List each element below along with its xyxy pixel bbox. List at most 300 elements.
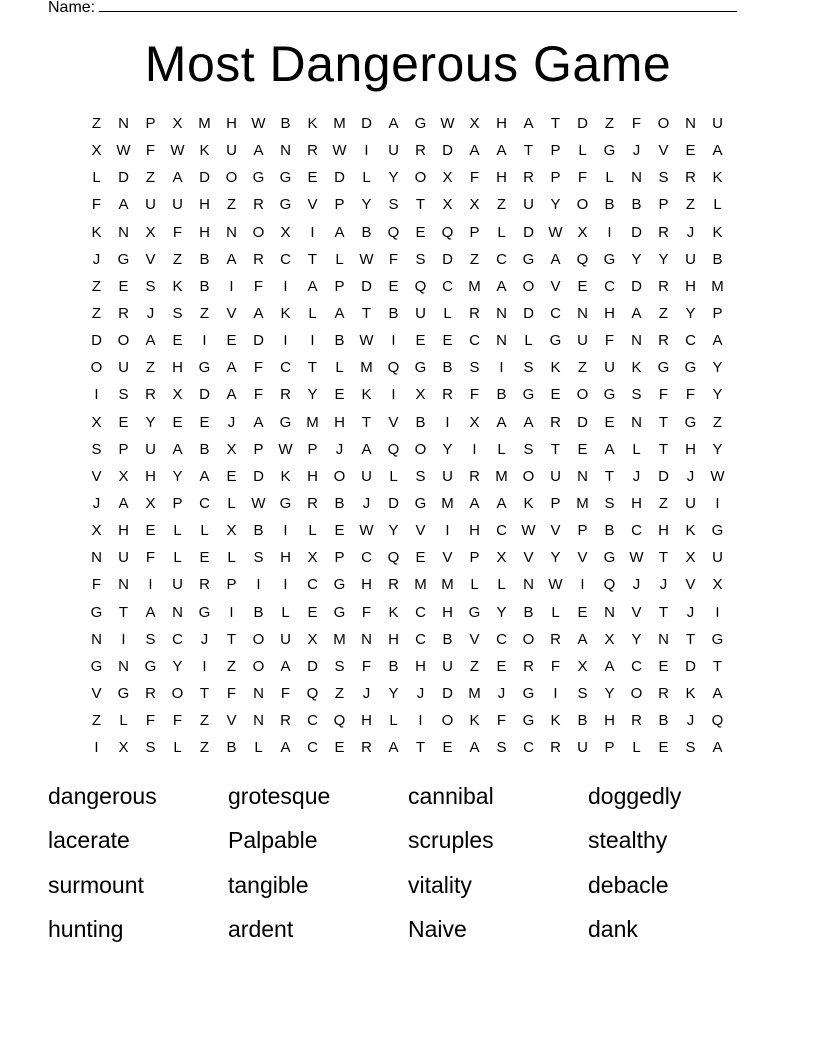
grid-letter[interactable]: R [469,304,480,322]
grid-letter[interactable]: D [91,332,102,350]
grid-letter[interactable]: O [630,684,643,702]
grid-letter[interactable]: M [468,684,481,702]
grid-letter[interactable]: T [199,684,210,702]
grid-letter[interactable]: C [172,630,183,648]
grid-letter[interactable]: K [550,712,561,730]
grid-letter[interactable]: M [441,494,454,512]
grid-letter[interactable]: G [279,494,292,512]
grid-letter[interactable]: G [414,494,427,512]
grid-letter[interactable]: Z [712,413,723,431]
grid-letter[interactable]: Y [388,522,399,540]
grid-letter[interactable]: L [389,712,398,730]
grid-letter[interactable]: S [469,359,480,377]
grid-letter[interactable]: E [334,739,345,757]
grid-letter[interactable]: A [550,250,561,268]
grid-letter[interactable]: Q [387,440,400,458]
grid-letter[interactable]: V [91,467,102,485]
grid-letter[interactable]: M [198,115,211,132]
grid-letter[interactable]: Y [388,169,399,187]
grid-letter[interactable]: W [251,115,266,132]
grid-letter[interactable]: Z [199,739,210,757]
grid-letter[interactable]: O [576,386,589,404]
grid-letter[interactable]: Z [658,304,669,322]
grid-letter[interactable]: Z [91,712,102,730]
grid-letter[interactable]: N [118,576,129,594]
grid-letter[interactable]: L [497,576,506,594]
grid-letter[interactable]: L [335,250,344,268]
grid-letter[interactable]: V [226,712,237,730]
grid-letter[interactable]: C [550,304,561,322]
grid-letter[interactable]: Z [91,304,102,322]
grid-letter[interactable]: S [523,440,534,458]
grid-letter[interactable]: A [496,413,507,431]
grid-letter[interactable]: C [442,277,453,295]
grid-letter[interactable]: T [658,549,669,567]
grid-letter[interactable]: X [226,522,237,540]
grid-letter[interactable]: T [226,630,237,648]
grid-letter[interactable]: K [388,603,399,621]
grid-letter[interactable]: O [522,630,535,648]
grid-letter[interactable]: Y [550,549,561,567]
grid-letter[interactable]: I [94,386,99,404]
grid-letter[interactable]: B [199,277,210,295]
grid-letter[interactable]: U [145,196,156,214]
grid-letter[interactable]: D [199,169,210,187]
grid-letter[interactable]: I [94,739,99,757]
grid-letter[interactable]: K [469,712,480,730]
grid-letter[interactable]: N [361,630,372,648]
grid-letter[interactable]: T [604,467,615,485]
grid-letter[interactable]: I [229,603,234,621]
grid-letter[interactable]: F [658,386,669,404]
grid-letter[interactable]: H [496,115,507,132]
grid-letter[interactable]: T [685,630,696,648]
grid-letter[interactable]: I [229,277,234,295]
grid-letter[interactable]: M [711,277,724,295]
grid-letter[interactable]: G [90,603,103,621]
grid-letter[interactable]: E [577,440,588,458]
grid-letter[interactable]: C [631,657,642,675]
grid-letter[interactable]: R [388,576,399,594]
grid-letter[interactable]: H [172,359,183,377]
grid-letter[interactable]: B [253,603,264,621]
grid-letter[interactable]: X [577,223,588,241]
grid-letter[interactable]: L [173,739,182,757]
grid-letter[interactable]: G [711,522,724,540]
grid-letter[interactable]: U [685,250,696,268]
grid-letter[interactable]: R [658,332,669,350]
grid-letter[interactable]: G [603,142,616,160]
grid-letter[interactable]: S [118,386,129,404]
grid-letter[interactable]: I [148,576,153,594]
grid-letter[interactable]: A [712,332,723,350]
grid-letter[interactable]: Z [577,359,588,377]
grid-letter[interactable]: D [307,657,318,675]
grid-letter[interactable]: R [523,657,534,675]
grid-letter[interactable]: Q [603,576,616,594]
grid-letter[interactable]: B [199,250,210,268]
grid-letter[interactable]: G [657,359,670,377]
grid-letter[interactable]: A [226,386,237,404]
grid-letter[interactable]: A [334,304,345,322]
grid-letter[interactable]: L [632,739,641,757]
grid-letter[interactable]: F [361,657,372,675]
grid-letter[interactable]: L [389,467,398,485]
grid-letter[interactable]: S [253,549,264,567]
grid-letter[interactable]: E [307,603,318,621]
grid-letter[interactable]: C [631,522,642,540]
grid-letter[interactable]: L [443,304,452,322]
grid-letter[interactable]: C [523,739,534,757]
grid-letter[interactable]: F [577,169,588,187]
grid-letter[interactable]: I [472,440,477,458]
grid-letter[interactable]: P [604,739,615,757]
grid-letter[interactable]: O [252,223,265,241]
grid-letter[interactable]: N [496,332,507,350]
grid-letter[interactable]: G [603,250,616,268]
grid-letter[interactable]: F [253,277,264,295]
grid-letter[interactable]: T [658,603,669,621]
grid-letter[interactable]: C [496,630,507,648]
grid-letter[interactable]: V [442,549,453,567]
grid-letter[interactable]: F [145,712,156,730]
grid-letter[interactable]: L [119,712,128,730]
grid-letter[interactable]: V [226,304,237,322]
grid-letter[interactable]: E [226,332,237,350]
grid-letter[interactable]: H [631,494,642,512]
grid-letter[interactable]: R [307,142,318,160]
grid-letter[interactable]: W [521,522,536,540]
grid-letter[interactable]: Q [306,684,319,702]
grid-letter[interactable]: N [577,467,588,485]
grid-letter[interactable]: E [658,657,669,675]
grid-letter[interactable]: H [307,467,318,485]
grid-letter[interactable]: M [333,630,346,648]
grid-letter[interactable]: A [226,359,237,377]
grid-letter[interactable]: X [442,169,453,187]
grid-letter[interactable]: C [469,332,480,350]
grid-letter[interactable]: Z [685,196,696,214]
grid-letter[interactable]: B [442,359,453,377]
grid-letter[interactable]: G [333,603,346,621]
grid-letter[interactable]: P [577,522,588,540]
grid-letter[interactable]: L [173,522,182,540]
grid-letter[interactable]: V [469,630,480,648]
grid-letter[interactable]: R [307,494,318,512]
grid-letter[interactable]: I [364,142,369,160]
name-field[interactable] [48,0,737,18]
grid-letter[interactable]: E [118,413,129,431]
grid-letter[interactable]: M [333,115,346,132]
grid-letter[interactable]: K [523,494,534,512]
grid-letter[interactable]: A [712,684,723,702]
grid-letter[interactable]: C [361,549,372,567]
grid-letter[interactable]: L [497,440,506,458]
grid-letter[interactable]: L [470,576,479,594]
grid-letter[interactable]: A [172,169,183,187]
grid-letter[interactable]: V [388,413,399,431]
grid-letter[interactable]: C [307,576,318,594]
grid-letter[interactable]: E [577,277,588,295]
grid-letter[interactable]: X [469,115,480,132]
grid-letter[interactable]: R [550,630,561,648]
grid-letter[interactable]: F [172,712,183,730]
grid-letter[interactable]: O [225,169,238,187]
grid-letter[interactable]: X [307,630,318,648]
grid-letter[interactable]: F [145,142,156,160]
grid-letter[interactable]: H [226,115,237,132]
grid-letter[interactable]: S [145,630,156,648]
grid-letter[interactable]: L [524,332,533,350]
grid-letter[interactable]: Y [388,684,399,702]
grid-letter[interactable]: Y [685,304,696,322]
grid-letter[interactable]: H [199,196,210,214]
grid-letter[interactable]: T [712,657,723,675]
grid-letter[interactable]: L [551,603,560,621]
grid-letter[interactable]: R [658,684,669,702]
grid-letter[interactable]: W [170,142,185,160]
grid-letter[interactable]: L [578,142,587,160]
grid-letter[interactable]: J [227,413,236,431]
grid-letter[interactable]: W [278,440,293,458]
grid-letter[interactable]: P [307,440,318,458]
grid-letter[interactable]: A [496,494,507,512]
grid-letter[interactable]: G [279,413,292,431]
grid-letter[interactable]: F [145,549,156,567]
grid-letter[interactable]: T [118,603,129,621]
grid-letter[interactable]: V [550,522,561,540]
grid-letter[interactable]: F [550,657,561,675]
grid-letter[interactable]: R [199,576,210,594]
grid-letter[interactable]: J [416,684,425,702]
grid-letter[interactable]: U [226,142,237,160]
grid-letter[interactable]: D [523,304,534,322]
grid-letter[interactable]: K [550,359,561,377]
grid-letter[interactable]: L [254,739,263,757]
grid-letter[interactable]: G [684,359,697,377]
grid-letter[interactable]: B [496,386,507,404]
grid-letter[interactable]: H [145,467,156,485]
grid-letter[interactable]: P [469,549,480,567]
grid-letter[interactable]: G [198,603,211,621]
grid-letter[interactable]: Y [496,603,507,621]
grid-letter[interactable]: X [226,440,237,458]
grid-letter[interactable]: T [523,142,534,160]
grid-letter[interactable]: X [91,522,102,540]
grid-letter[interactable]: E [388,277,399,295]
grid-letter[interactable]: W [359,332,374,350]
grid-letter[interactable]: P [712,304,723,322]
grid-letter[interactable]: G [117,684,130,702]
grid-letter[interactable]: H [199,223,210,241]
grid-letter[interactable]: O [252,657,265,675]
grid-letter[interactable]: A [577,630,588,648]
grid-letter[interactable]: V [631,603,642,621]
grid-letter[interactable]: R [550,413,561,431]
grid-letter[interactable]: O [657,115,670,132]
grid-letter[interactable]: Y [631,630,642,648]
grid-letter[interactable]: I [553,684,558,702]
grid-letter[interactable]: E [415,223,426,241]
grid-letter[interactable]: M [495,467,508,485]
grid-letter[interactable]: P [118,440,129,458]
grid-letter[interactable]: E [415,549,426,567]
grid-letter[interactable]: W [710,467,725,485]
grid-letter[interactable]: O [414,169,427,187]
grid-letter[interactable]: W [548,223,563,241]
grid-letter[interactable]: U [523,196,534,214]
grid-letter[interactable]: J [659,576,668,594]
grid-letter[interactable]: A [604,657,615,675]
grid-letter[interactable]: R [253,196,264,214]
grid-letter[interactable]: I [445,413,450,431]
grid-letter[interactable]: A [280,739,291,757]
grid-letter[interactable]: H [388,630,399,648]
grid-letter[interactable]: T [307,359,318,377]
grid-letter[interactable]: R [469,467,480,485]
grid-letter[interactable]: E [226,467,237,485]
grid-letter[interactable]: Z [199,304,210,322]
grid-letter[interactable]: E [685,142,696,160]
grid-letter[interactable]: J [92,494,101,512]
grid-letter[interactable]: X [712,576,723,594]
grid-letter[interactable]: X [118,467,129,485]
grid-letter[interactable]: R [280,712,291,730]
grid-letter[interactable]: D [577,115,588,132]
grid-letter[interactable]: E [604,413,615,431]
grid-letter[interactable]: A [712,739,723,757]
grid-letter[interactable]: A [226,250,237,268]
grid-letter[interactable]: E [199,549,210,567]
grid-letter[interactable]: E [172,332,183,350]
grid-letter[interactable]: U [172,196,183,214]
grid-letter[interactable]: N [226,223,237,241]
grid-letter[interactable]: B [388,657,399,675]
grid-letter[interactable]: D [442,142,453,160]
grid-letter[interactable]: E [550,386,561,404]
grid-letter[interactable]: B [334,332,345,350]
grid-letter[interactable]: B [361,223,372,241]
grid-letter[interactable]: Z [496,196,507,214]
grid-letter[interactable]: H [361,576,372,594]
grid-letter[interactable]: P [550,494,561,512]
grid-letter[interactable]: Y [361,196,372,214]
grid-letter[interactable]: G [684,413,697,431]
grid-letter[interactable]: G [198,359,211,377]
grid-letter[interactable]: B [658,712,669,730]
grid-letter[interactable]: R [442,386,453,404]
grid-letter[interactable]: C [415,603,426,621]
grid-letter[interactable]: R [145,386,156,404]
grid-letter[interactable]: A [145,332,156,350]
grid-letter[interactable]: H [442,603,453,621]
grid-letter[interactable]: X [307,549,318,567]
grid-letter[interactable]: A [469,494,480,512]
grid-letter[interactable]: O [441,712,454,730]
grid-letter[interactable]: S [145,739,156,757]
grid-letter[interactable]: F [253,386,264,404]
grid-letter[interactable]: E [172,413,183,431]
grid-letter[interactable]: H [685,277,696,295]
grid-letter[interactable]: J [362,684,371,702]
grid-letter[interactable]: W [440,115,455,132]
grid-letter[interactable]: L [605,169,614,187]
grid-letter[interactable]: K [685,522,696,540]
grid-letter[interactable]: U [280,630,291,648]
grid-letter[interactable]: G [333,576,346,594]
grid-letter[interactable]: F [496,712,507,730]
grid-letter[interactable]: M [306,413,319,431]
grid-letter[interactable]: S [145,277,156,295]
grid-letter[interactable]: W [359,522,374,540]
grid-letter[interactable]: J [632,467,641,485]
grid-letter[interactable]: J [686,467,695,485]
grid-letter[interactable]: G [279,196,292,214]
grid-letter[interactable]: X [604,630,615,648]
grid-letter[interactable]: L [281,603,290,621]
grid-letter[interactable]: V [577,549,588,567]
grid-letter[interactable]: N [118,657,129,675]
grid-letter[interactable]: F [604,332,615,350]
grid-letter[interactable]: G [603,549,616,567]
grid-letter[interactable]: N [685,115,696,132]
grid-letter[interactable]: N [91,549,102,567]
grid-letter[interactable]: D [199,386,210,404]
grid-letter[interactable]: I [499,359,504,377]
grid-letter[interactable]: V [685,576,696,594]
grid-letter[interactable]: O [576,196,589,214]
grid-letter[interactable]: N [604,603,615,621]
grid-letter[interactable]: P [145,115,156,132]
grid-letter[interactable]: N [523,576,534,594]
grid-letter[interactable]: E [199,413,210,431]
grid-letter[interactable]: F [631,115,642,132]
grid-letter[interactable]: U [685,494,696,512]
grid-letter[interactable]: B [442,630,453,648]
grid-letter[interactable]: D [361,277,372,295]
grid-letter[interactable]: Z [469,250,480,268]
grid-letter[interactable]: T [361,413,372,431]
grid-letter[interactable]: C [199,494,210,512]
grid-letter[interactable]: X [577,657,588,675]
grid-letter[interactable]: A [118,494,129,512]
grid-letter[interactable]: M [468,277,481,295]
grid-letter[interactable]: Q [387,359,400,377]
grid-letter[interactable]: S [658,169,669,187]
grid-letter[interactable]: C [280,359,291,377]
grid-letter[interactable]: X [469,196,480,214]
grid-letter[interactable]: R [685,169,696,187]
grid-letter[interactable]: L [173,549,182,567]
grid-letter[interactable]: W [359,250,374,268]
grid-letter[interactable]: T [361,304,372,322]
grid-letter[interactable]: P [469,223,480,241]
grid-letter[interactable]: D [631,277,642,295]
grid-letter[interactable]: K [712,169,723,187]
grid-letter[interactable]: A [280,657,291,675]
grid-letter[interactable]: J [686,712,695,730]
grid-letter[interactable]: A [172,440,183,458]
grid-letter[interactable]: X [145,494,156,512]
grid-letter[interactable]: U [442,467,453,485]
grid-letter[interactable]: Z [172,250,183,268]
grid-letter[interactable]: A [253,413,264,431]
grid-letter[interactable]: X [280,223,291,241]
grid-letter[interactable]: Y [550,196,561,214]
grid-letter[interactable]: X [469,413,480,431]
grid-letter[interactable]: Q [441,223,454,241]
grid-letter[interactable]: N [496,304,507,322]
